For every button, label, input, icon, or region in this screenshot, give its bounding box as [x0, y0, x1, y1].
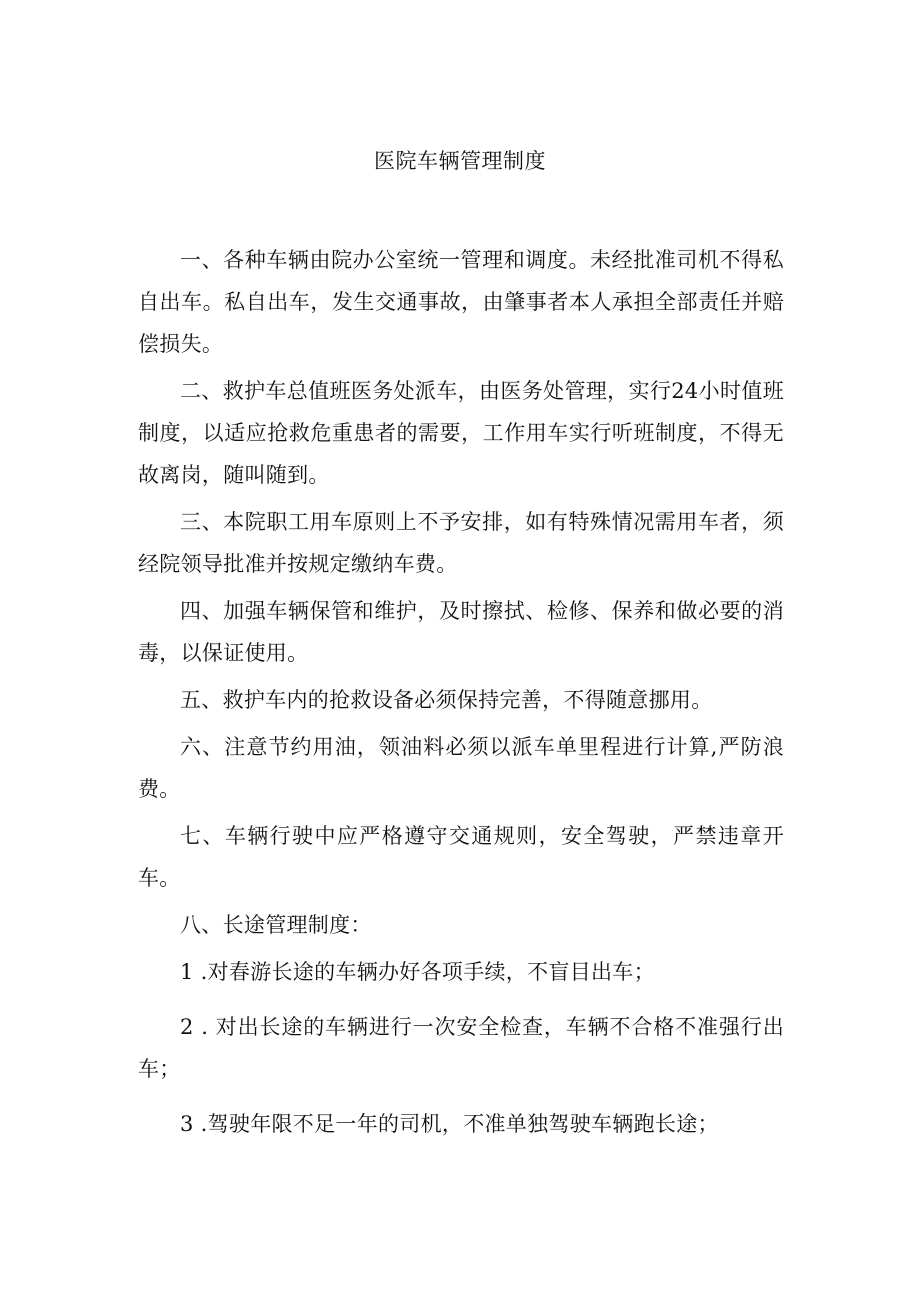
paragraph-8: 八、长途管理制度： — [180, 913, 372, 937]
document-body — [138, 239, 784, 1150]
document-title: 医院车辆管理制度 — [374, 149, 546, 173]
paragraph-5: 五、救护车内的抢救设备必须保持完善，不得随意挪用。 — [180, 688, 713, 712]
paragraph-6: 六、注意节约用油，领油料必须以派车单里程进行计算,严防浪费。 — [138, 735, 784, 801]
paragraph-1: 一、各种车辆由院办公室统一管理和调度。未经批准司机不得私自出车。私自出车，发生交通事故，由肇事者本人承担全部责任并赔偿损失。 — [138, 248, 784, 356]
paragraph-7: 七、车辆行驶中应严格遵守交通规则，安全驾驶，严禁违章开车。 — [138, 824, 784, 890]
paragraph-4: 四、加强车辆保管和维护，及时擦拭、检修、保养和做必要的消毒，以保证使用。 — [138, 599, 784, 665]
list-item-3: 3 .驾驶年限不足一年的司机，不准单独驾驶车辆跑长途； — [180, 1112, 719, 1136]
list-item-1: 1 .对春游长途的车辆办好各项手续，不盲目出车； — [180, 960, 655, 984]
paragraph-2: 二、救护车总值班医务处派车，由医务处管理，实行24小时值班制度，以适应抢救危重患者的需要，工作用车实行听班制度，不得无故离岗，随叫随到。 — [138, 379, 784, 487]
list-item-2: 2 . 对出长途的车辆进行一次安全检查，车辆不合格不准强行出车； — [138, 1015, 784, 1081]
paragraph-3: 三、本院职工用车原则上不予安排，如有特殊情况需用车者，须经院领导批准并按规定缴纳车费。 — [138, 510, 784, 576]
